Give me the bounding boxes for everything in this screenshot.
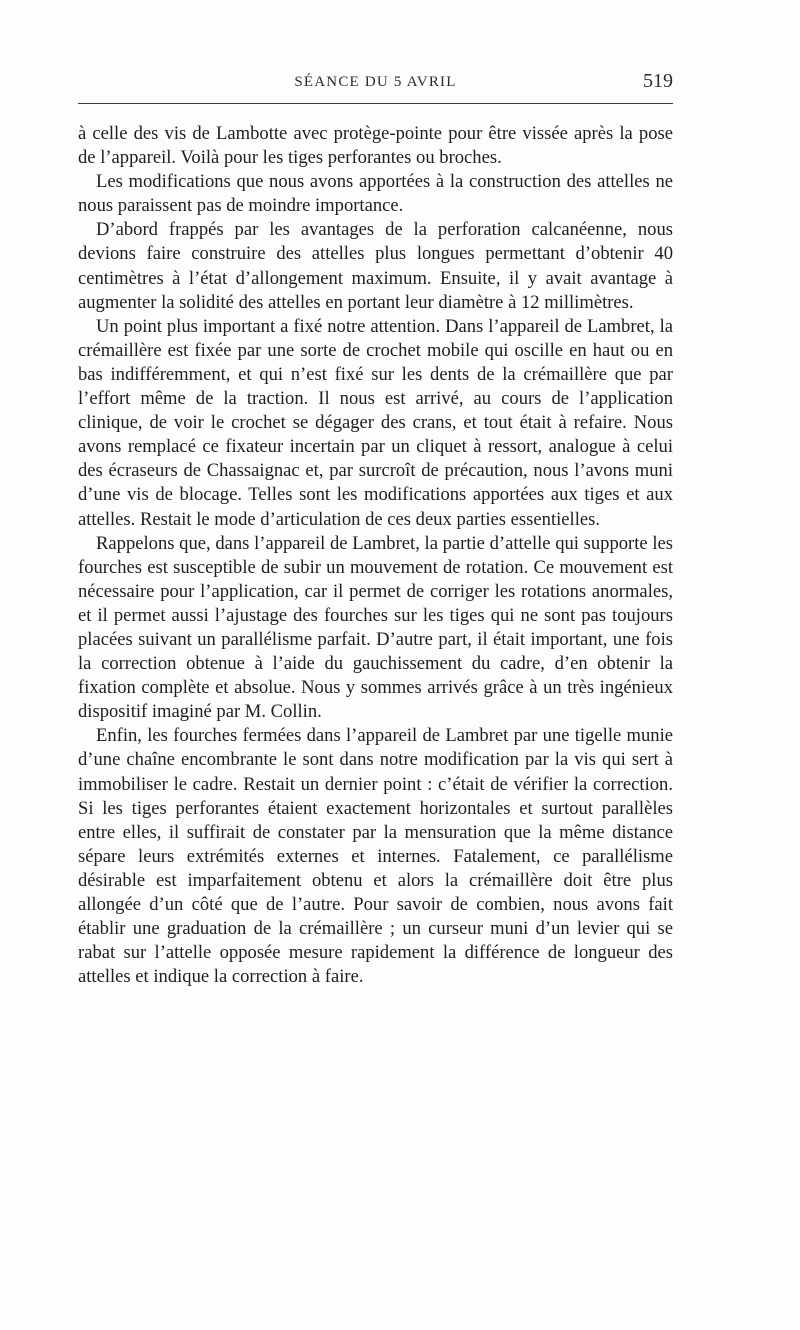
page-number: 519 — [643, 70, 673, 92]
header-rule — [78, 103, 673, 104]
paragraph-3: D’abord frappés par les avantages de la perforation calcanéenne, nous devions faire construire des attelles plus longues permettant d’obtenir 40 centimètres à l’état d’allongement maximum. Ensuite, il y avait avantage à augmenter la solidité des attelles en portant leur diamètre à 12 millimètres. — [78, 219, 673, 313]
paragraph-6: Enfin, les fourches fermées dans l’appareil de Lambret par une tigelle munie d’une chaîne encombrante le sont dans notre modification par la vis qui sert à immobiliser le cadre. Restait un dernier point : c’était de vérifier la correction. Si les tiges perforantes étaient exactement horizontales et surtout parallèles entre elles, il suffirait de constater par la mensuration que la même distance sépare leurs extrémités externes et internes. Fatalement, ce parallélisme désirable est imparfaitement obtenu et alors la crémaillère doit être plus allongée d’un côté que de l’autre. Pour savoir de combien, nous avons fait établir une graduation de la crémaillère ; un curseur muni d’un levier qui se rabat sur l’attelle opposée mesure rapidement la différence de longueur des attelles et indique la correction à faire. — [78, 725, 673, 988]
page-header — [78, 70, 673, 96]
running-head: SÉANCE DU 5 AVRIL — [294, 74, 457, 90]
paragraph-1: à celle des vis de Lambotte avec protège-pointe pour être vissée après la pose de l’appareil. Voilà pour les tiges perforantes ou broches. — [78, 123, 673, 169]
body-text — [78, 122, 673, 989]
paragraph-2: Les modifications que nous avons apportées à la construction des attelles ne nous paraissent pas de moindre importance. — [78, 171, 673, 217]
paragraph-5: Rappelons que, dans l’appareil de Lambret, la partie d’attelle qui supporte les fourches est susceptible de subir un mouvement de rotation. Ce mouvement est nécessaire pour l’application, car il permet de corriger les rotations anormales, et il permet aussi l’ajustage des fourches sur les tiges qui ne sont pas toujours placées suivant un parallélisme parfait. D’autre part, il était important, une fois la correction obtenue à l’aide du gauchissement du cadre, d’en obtenir la fixation complète et absolue. Nous y sommes arrivés grâce à un très ingénieux dispositif imaginé par M. Collin. — [78, 532, 673, 723]
paragraph-4: Un point plus important a fixé notre attention. Dans l’appareil de Lambret, la crémaillère est fixée par une sorte de crochet mobile qui oscille en haut ou en bas indifféremment, et qui n’est fixé sur les dents de la crémaillère que par l’effort même de la traction. Il nous est arrivé, au cours de l’application clinique, de voir le crochet se dégager des crans, et tout était à refaire. Nous avons remplacé ce fixateur incertain par un cliquet à ressort, analogue à celui des écraseurs de Chassaignac et, par surcroît de précaution, nous l’avons muni d’une vis de blocage. Telles sont les modifications apportées aux tiges et aux attelles. Restait le mode d’articulation de ces deux parties essentielles. — [78, 315, 673, 530]
